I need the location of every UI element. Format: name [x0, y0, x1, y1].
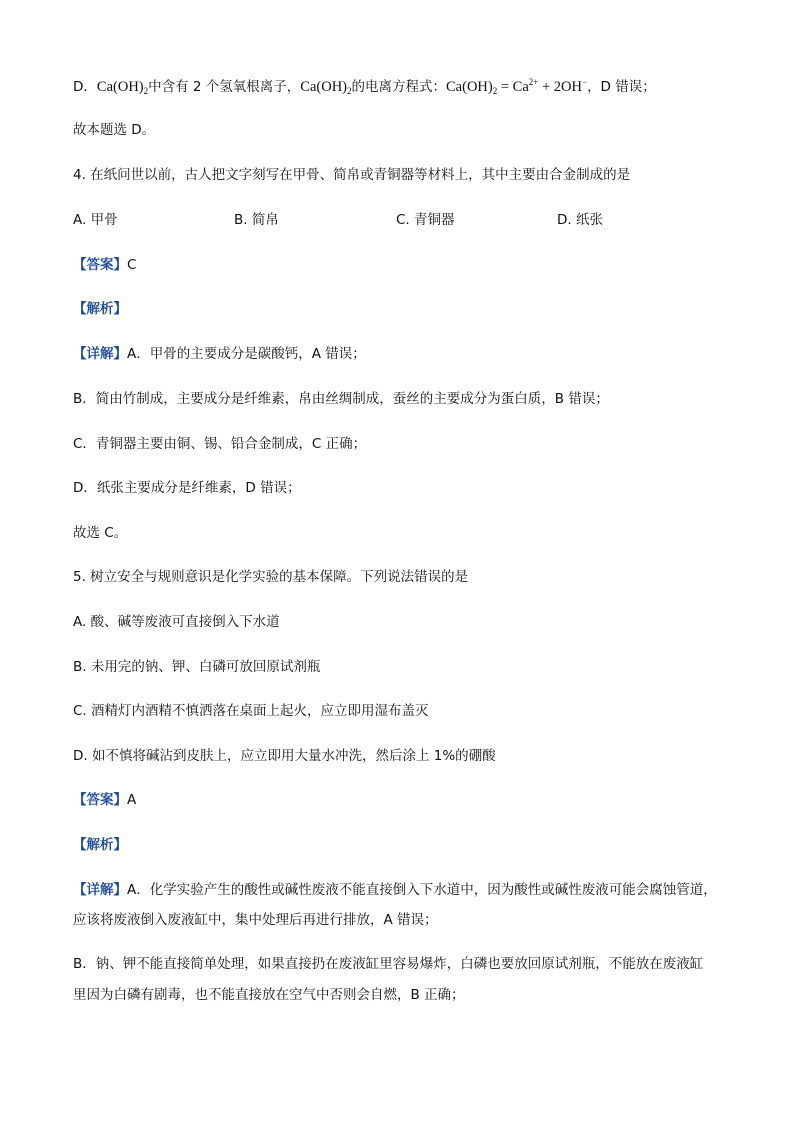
- q5-option-b: B. 未用完的钠、钾、白磷可放回原试剂瓶: [73, 659, 321, 675]
- detail-tag: 【详解】: [73, 346, 127, 362]
- q5-detail-b-line1: B．钠、钾不能直接简单处理，如果直接扔在废液缸里容易爆炸，白磷也要放回原试剂瓶，不能放在废液缸: [73, 956, 704, 972]
- q5-answer: [73, 790, 136, 810]
- q4-detail-d: D．纸张主要成分是纤维素，D 错误；: [73, 480, 301, 496]
- answer-tag: 【答案】: [73, 792, 127, 808]
- prev-conclusion: 故本题选 D。: [73, 122, 156, 138]
- q5-detail-b-line2: 里因为白磷有剧毒，也不能直接放在空气中否则会自燃，B 正确；: [73, 987, 465, 1003]
- q4-option-b: B. 简帛: [234, 212, 279, 228]
- q5-option-a: A. 酸、碱等废液可直接倒入下水道: [73, 614, 280, 630]
- q4-answer-value: C: [127, 257, 137, 273]
- q4-option-a: A. 甲骨: [73, 212, 118, 228]
- q4-detail-a: 【详解】A．甲骨的主要成分是碳酸钙，A 错误；: [73, 346, 366, 362]
- detail-tag: 【详解】: [73, 882, 127, 898]
- q4-answer: [73, 255, 136, 275]
- answer-tag: 【答案】: [73, 257, 127, 273]
- q4-conclusion: 故选 C。: [73, 525, 128, 541]
- q4-detail-c: C．青铜器主要由铜、锡、铅合金制成，C 正确；: [73, 436, 367, 452]
- formula-calcium-hydroxide-2: $Ca(OH)_2$: [300, 79, 352, 96]
- q5-option-d: D. 如不慎将碱沾到皮肤上，应立即用大量水冲洗，然后涂上 1%的硼酸: [73, 748, 496, 764]
- analysis-tag: 【解析】: [73, 301, 127, 317]
- q5-detail-a-line1: 【详解】A．化学实验产生的酸性或碱性废液不能直接倒入下水道中，因为酸性或碱性废液可能会腐蚀管道，: [73, 882, 717, 898]
- analysis-tag: 【解析】: [73, 837, 127, 853]
- q5-analysis-heading: [73, 835, 127, 855]
- q5-stem: 5. 树立安全与规则意识是化学实验的基本保障。下列说法错误的是: [73, 569, 469, 585]
- prev-option-d-explanation: D．$Ca(OH)_2$中含有 2 个氢氧根离子，$Ca(OH)_2$的电离方程式：$Ca(OH)_2 = Ca^{2+} + 2OH^-$，D 错误；: [73, 77, 656, 96]
- q4-analysis-heading: [73, 299, 127, 319]
- ionization-equation: $Ca(OH)_2 = Ca^{2+} + 2OH^-$: [446, 77, 588, 96]
- q5-option-c: C. 酒精灯内酒精不慎洒落在桌面上起火，应立即用湿布盖灭: [73, 703, 429, 719]
- q5-answer-value: A: [127, 792, 137, 808]
- q4-option-c: C. 青铜器: [396, 212, 455, 228]
- prev-d-prefix: D．: [73, 79, 97, 95]
- q4-stem: 4. 在纸问世以前，古人把文字刻写在甲骨、简帛或青铜器等材料上，其中主要由合金制成的是: [73, 167, 631, 183]
- q4-detail-b: B．简由竹制成，主要成分是纤维素，帛由丝绸制成，蚕丝的主要成分为蛋白质，B 错误；: [73, 391, 609, 407]
- formula-calcium-hydroxide: $Ca(OH)_2$: [96, 79, 149, 96]
- q5-detail-a-line2: 应该将废液倒入废液缸中，集中处理后再进行排放，A 错误；: [73, 912, 438, 928]
- q4-option-d: D. 纸张: [557, 212, 603, 228]
